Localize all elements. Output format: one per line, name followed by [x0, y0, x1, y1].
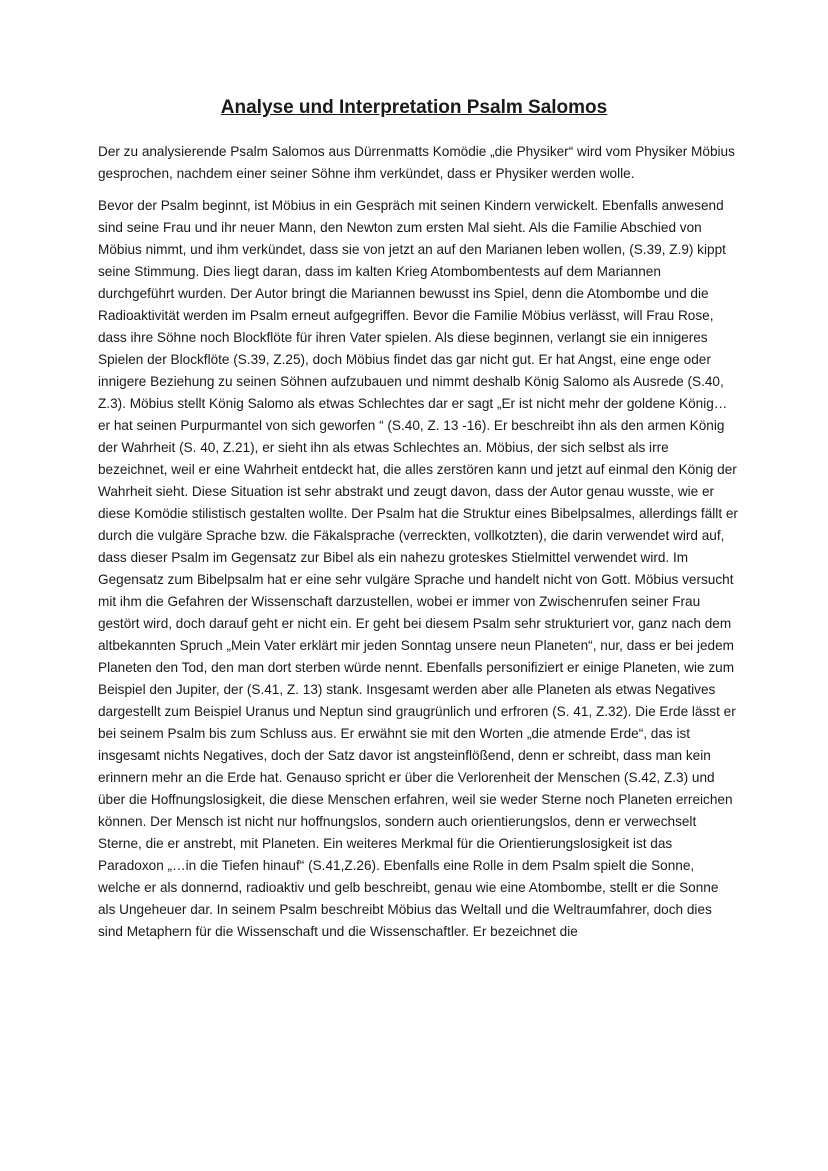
document-body — [98, 141, 738, 943]
document-title: Analyse und Interpretation Psalm Salomos — [220, 97, 608, 118]
paragraph-analysis: Bevor der Psalm beginnt, ist Möbius in ein Gespräch mit seinen Kindern verwickelt. Ebenfalls anwesend sind seine Frau und ihr neuer Mann, den Newton zum ersten Mal sieht. Als die Familie Abschied von Möbius nimmt, und ihm verkündet, dass sie von jetzt an auf den Marianen leben wollen, (S.39, Z.9) kippt seine Stimmung. Dies liegt daran, dass im kalten Krieg Atombombentests auf dem Mariannen durchgeführt wurden. Der Autor bringt die Mariannen bewusst ins Spiel, denn die Atombombe und die Radioaktivität werden im Psalm erneut aufgegriffen. Bevor die Familie Möbius verlässt, will Frau Rose, dass ihre Söhne noch Blockflöte für ihren Vater spielen. Als diese beginnen, verlangt sie ein innigeres Spielen der Blockflöte (S.39, Z.25), doch Möbius findet das gar nicht gut. Er hat Angst, eine enge oder innigere Beziehung zu seinen Söhnen aufzubauen und nimmt deshalb König Salomo als Ausrede (S.40, Z.3). Möbius stellt König Salomo als etwas Schlechtes dar er sagt „Er ist nicht mehr der goldene König… er hat seinen Purpurmantel von sich geworfen “ (S.40, Z. 13 -16). Er beschreibt ihn als den armen König der Wahrheit (S. 40, Z.21), er sieht ihn als etwas Schlechtes an. Möbius, der sich selbst als irre bezeichnet, weil er eine Wahrheit entdeckt hat, die alles zerstören kann und jetzt auf einmal den König der Wahrheit sieht. Diese Situation ist sehr abstrakt und zeugt davon, dass der Autor genau wusste, wie er diese Komödie stilistisch gestalten wollte. Der Psalm hat die Struktur eines Bibelpsalmes, allerdings fällt er durch die vulgäre Sprache bzw. die Fäkalsprache (verreckten, vollkotzten), die darin verwendet wird auf, dass dieser Psalm im Gegensatz zur Bibel als ein nahezu groteskes Stielmittel verwendet wird. Im Gegensatz zum Bibelpsalm hat er eine sehr vulgäre Sprache und handelt nicht von Gott. Möbius versucht mit ihm die Gefahren der Wissenschaft darzustellen, wobei er immer von Zwischenrufen seiner Frau gestört wird, doch darauf geht er nicht ein. Er geht bei diesem Psalm sehr strukturiert vor, ganz nach dem altbekannten Spruch „Mein Vater erklärt mir jeden Sonntag unsere neun Planeten“, nur, dass er bei jedem Planeten den Tod, den man dort sterben würde nennt. Ebenfalls personifiziert er einige Planeten, wie zum Beispiel den Jupiter, der (S.41, Z. 13) stank. Insgesamt werden aber alle Planeten als etwas Negatives dargestellt zum Beispiel Uranus und Neptun sind graugrünlich und erfroren (S. 41, Z.32). Die Erde lässt er bei seinem Psalm bis zum Schluss aus. Er erwähnt sie mit den Worten „die atmende Erde“, das ist insgesamt nichts Negatives, doch der Satz davor ist angsteinflößend, denn er schreibt, dass man kein erinnern mehr an die Erde hat. Genauso spricht er über die Verlorenheit der Menschen (S.42, Z.3) und über die Hoffnungslosigkeit, die diese Menschen erfahren, weil sie weder Sterne noch Planeten erreichen können. Der Mensch ist nicht nur hoffnungslos, sondern auch orientierungslos, denn er verwechselt Sterne, die er anstrebt, mit Planeten. Ein weiteres Merkmal für die Orientierungslosigkeit ist das Paradoxon „…in die Tiefen hinauf“ (S.41,Z.26). Ebenfalls eine Rolle in dem Psalm spielt die Sonne, welche er als donnernd, radioaktiv und gelb beschreibt, genau wie eine Atombombe, stellt er die Sonne als Ungeheuer dar. In seinem Psalm beschreibt Möbius das Weltall und die Weltraumfahrer, doch dies sind Metaphern für die Wissenschaft und die Wissenschaftler. Er bezeichnet die — [98, 198, 738, 939]
paragraph-intro: Der zu analysierende Psalm Salomos aus Dürrenmatts Komödie „die Physiker“ wird vom Physiker Möbius gesprochen, nachdem einer seiner Söhne ihm verkündet, dass er Physiker werden wolle. — [98, 144, 735, 181]
